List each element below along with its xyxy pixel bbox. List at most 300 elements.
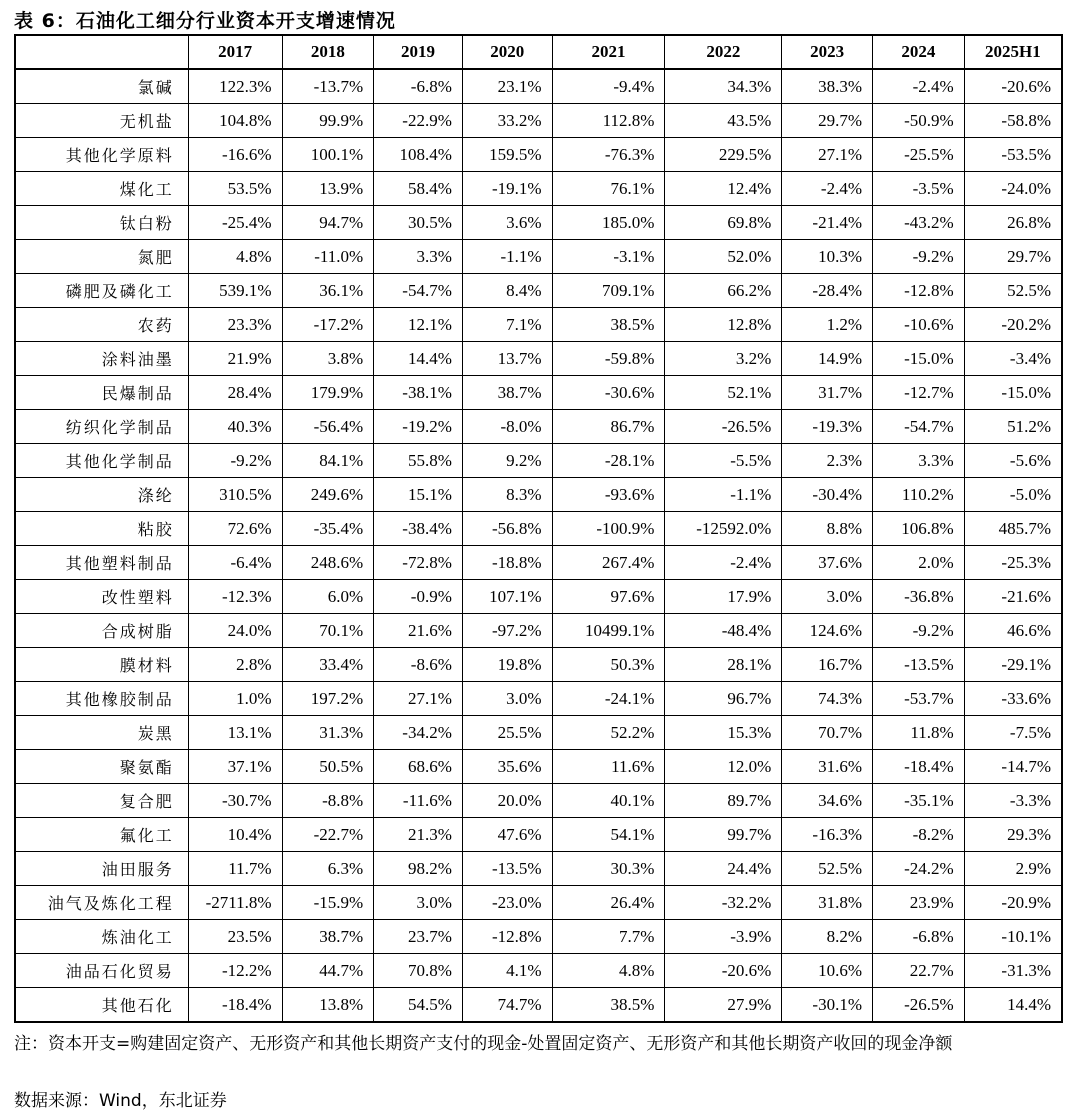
row-label: 其他石化	[15, 988, 188, 1023]
row-label: 改性塑料	[15, 580, 188, 614]
value-cell: -35.4%	[282, 512, 374, 546]
value-cell: -2.4%	[665, 546, 782, 580]
column-header: 2017	[188, 35, 282, 69]
value-cell: 21.3%	[374, 818, 463, 852]
value-cell: -13.5%	[872, 648, 964, 682]
value-cell: 37.6%	[782, 546, 873, 580]
table-row	[15, 342, 1062, 376]
value-cell: -15.0%	[872, 342, 964, 376]
value-cell: 86.7%	[552, 410, 665, 444]
value-cell: 97.6%	[552, 580, 665, 614]
value-cell: 44.7%	[282, 954, 374, 988]
value-cell: 52.0%	[665, 240, 782, 274]
value-cell: 23.3%	[188, 308, 282, 342]
value-cell: 72.6%	[188, 512, 282, 546]
value-cell: 40.1%	[552, 784, 665, 818]
value-cell: 229.5%	[665, 138, 782, 172]
value-cell: 31.3%	[282, 716, 374, 750]
value-cell: 3.0%	[462, 682, 552, 716]
row-label: 炼油化工	[15, 920, 188, 954]
value-cell: -17.2%	[282, 308, 374, 342]
value-cell: -53.7%	[872, 682, 964, 716]
value-cell: 104.8%	[188, 104, 282, 138]
column-header: 2021	[552, 35, 665, 69]
value-cell: -5.0%	[964, 478, 1062, 512]
row-label: 其他塑料制品	[15, 546, 188, 580]
value-cell: 8.8%	[782, 512, 873, 546]
value-cell: 53.5%	[188, 172, 282, 206]
table-row	[15, 920, 1062, 954]
value-cell: 310.5%	[188, 478, 282, 512]
row-label: 煤化工	[15, 172, 188, 206]
value-cell: -29.1%	[964, 648, 1062, 682]
row-label: 钛白粉	[15, 206, 188, 240]
value-cell: -6.8%	[872, 920, 964, 954]
value-cell: 27.1%	[374, 682, 463, 716]
row-label: 涤纶	[15, 478, 188, 512]
value-cell: -30.4%	[782, 478, 873, 512]
value-cell: -9.4%	[552, 69, 665, 104]
value-cell: -28.1%	[552, 444, 665, 478]
value-cell: 29.3%	[964, 818, 1062, 852]
value-cell: 11.7%	[188, 852, 282, 886]
value-cell: 197.2%	[282, 682, 374, 716]
value-cell: 14.4%	[964, 988, 1062, 1023]
table-note: 注：资本开支=购建固定资产、无形资产和其他长期资产支付的现金-处置固定资产、无形资产和其他长期资产收回的现金净额	[14, 1034, 953, 1054]
value-cell: -20.6%	[964, 69, 1062, 104]
value-cell: 12.8%	[665, 308, 782, 342]
value-cell: 6.3%	[282, 852, 374, 886]
value-cell: 19.8%	[462, 648, 552, 682]
value-cell: -12.8%	[872, 274, 964, 308]
value-cell: 10.6%	[782, 954, 873, 988]
value-cell: -6.8%	[374, 69, 463, 104]
value-cell: -3.3%	[964, 784, 1062, 818]
value-cell: -30.6%	[552, 376, 665, 410]
value-cell: 3.3%	[374, 240, 463, 274]
value-cell: 10.4%	[188, 818, 282, 852]
value-cell: -38.4%	[374, 512, 463, 546]
value-cell: -3.1%	[552, 240, 665, 274]
value-cell: 54.1%	[552, 818, 665, 852]
value-cell: 20.0%	[462, 784, 552, 818]
table-row	[15, 376, 1062, 410]
value-cell: 2.9%	[964, 852, 1062, 886]
value-cell: 74.7%	[462, 988, 552, 1023]
value-cell: 12.1%	[374, 308, 463, 342]
table-row	[15, 206, 1062, 240]
value-cell: 35.6%	[462, 750, 552, 784]
value-cell: 267.4%	[552, 546, 665, 580]
row-label: 纺织化学制品	[15, 410, 188, 444]
value-cell: 94.7%	[282, 206, 374, 240]
table-row	[15, 648, 1062, 682]
value-cell: -16.3%	[782, 818, 873, 852]
value-cell: -12.3%	[188, 580, 282, 614]
value-cell: -26.5%	[665, 410, 782, 444]
value-cell: 33.4%	[282, 648, 374, 682]
value-cell: -25.3%	[964, 546, 1062, 580]
row-label: 民爆制品	[15, 376, 188, 410]
table-row	[15, 988, 1062, 1023]
value-cell: -2711.8%	[188, 886, 282, 920]
value-cell: -3.5%	[872, 172, 964, 206]
value-cell: 26.8%	[964, 206, 1062, 240]
row-label: 油品石化贸易	[15, 954, 188, 988]
value-cell: 17.9%	[665, 580, 782, 614]
value-cell: 25.5%	[462, 716, 552, 750]
value-cell: 709.1%	[552, 274, 665, 308]
value-cell: -7.5%	[964, 716, 1062, 750]
value-cell: 3.3%	[872, 444, 964, 478]
value-cell: 6.0%	[282, 580, 374, 614]
table-row	[15, 682, 1062, 716]
value-cell: -54.7%	[374, 274, 463, 308]
value-cell: -13.7%	[282, 69, 374, 104]
value-cell: -10.1%	[964, 920, 1062, 954]
value-cell: 24.0%	[188, 614, 282, 648]
value-cell: 70.8%	[374, 954, 463, 988]
value-cell: -53.5%	[964, 138, 1062, 172]
value-cell: 100.1%	[282, 138, 374, 172]
value-cell: 31.8%	[782, 886, 873, 920]
value-cell: -3.4%	[964, 342, 1062, 376]
value-cell: -22.7%	[282, 818, 374, 852]
column-header: 2022	[665, 35, 782, 69]
value-cell: -19.2%	[374, 410, 463, 444]
value-cell: -18.4%	[188, 988, 282, 1023]
value-cell: 16.7%	[782, 648, 873, 682]
row-label: 氯碱	[15, 69, 188, 104]
row-label: 粘胶	[15, 512, 188, 546]
value-cell: 38.5%	[552, 988, 665, 1023]
value-cell: -15.0%	[964, 376, 1062, 410]
table-row	[15, 614, 1062, 648]
row-label: 涂料油墨	[15, 342, 188, 376]
table-row	[15, 512, 1062, 546]
value-cell: -24.1%	[552, 682, 665, 716]
value-cell: -25.4%	[188, 206, 282, 240]
value-cell: -18.4%	[872, 750, 964, 784]
value-cell: 108.4%	[374, 138, 463, 172]
value-cell: 3.2%	[665, 342, 782, 376]
table-row	[15, 954, 1062, 988]
row-label: 磷肥及磷化工	[15, 274, 188, 308]
value-cell: -34.2%	[374, 716, 463, 750]
value-cell: 22.7%	[872, 954, 964, 988]
value-cell: 24.4%	[665, 852, 782, 886]
table-row	[15, 172, 1062, 206]
value-cell: 179.9%	[282, 376, 374, 410]
value-cell: 38.7%	[282, 920, 374, 954]
header-corner-cell	[15, 35, 188, 69]
value-cell: 70.1%	[282, 614, 374, 648]
value-cell: -24.2%	[872, 852, 964, 886]
value-cell: 539.1%	[188, 274, 282, 308]
column-header: 2020	[462, 35, 552, 69]
value-cell: -21.6%	[964, 580, 1062, 614]
value-cell: -11.6%	[374, 784, 463, 818]
table-row	[15, 818, 1062, 852]
table-row	[15, 546, 1062, 580]
value-cell: 11.6%	[552, 750, 665, 784]
value-cell: 69.8%	[665, 206, 782, 240]
value-cell: 99.7%	[665, 818, 782, 852]
table-row	[15, 750, 1062, 784]
value-cell: 3.8%	[282, 342, 374, 376]
value-cell: -48.4%	[665, 614, 782, 648]
value-cell: 96.7%	[665, 682, 782, 716]
value-cell: 2.3%	[782, 444, 873, 478]
value-cell: 185.0%	[552, 206, 665, 240]
row-label: 油田服务	[15, 852, 188, 886]
value-cell: 12.4%	[665, 172, 782, 206]
value-cell: -1.1%	[462, 240, 552, 274]
value-cell: 52.5%	[782, 852, 873, 886]
value-cell: -9.2%	[872, 614, 964, 648]
value-cell: -100.9%	[552, 512, 665, 546]
value-cell: 11.8%	[872, 716, 964, 750]
value-cell: 1.0%	[188, 682, 282, 716]
value-cell: -43.2%	[872, 206, 964, 240]
value-cell: -30.1%	[782, 988, 873, 1023]
value-cell: 8.2%	[782, 920, 873, 954]
value-cell: 15.3%	[665, 716, 782, 750]
value-cell: 4.1%	[462, 954, 552, 988]
value-cell: 8.3%	[462, 478, 552, 512]
row-label: 油气及炼化工程	[15, 886, 188, 920]
value-cell: 10499.1%	[552, 614, 665, 648]
value-cell: 9.2%	[462, 444, 552, 478]
value-cell: 122.3%	[188, 69, 282, 104]
value-cell: 38.5%	[552, 308, 665, 342]
value-cell: -19.3%	[782, 410, 873, 444]
value-cell: 50.3%	[552, 648, 665, 682]
value-cell: 2.0%	[872, 546, 964, 580]
value-cell: 106.8%	[872, 512, 964, 546]
table-row	[15, 138, 1062, 172]
value-cell: 13.8%	[282, 988, 374, 1023]
column-header: 2019	[374, 35, 463, 69]
row-label: 其他化学制品	[15, 444, 188, 478]
value-cell: -5.5%	[665, 444, 782, 478]
value-cell: 28.1%	[665, 648, 782, 682]
table-row	[15, 478, 1062, 512]
value-cell: -20.6%	[665, 954, 782, 988]
value-cell: 31.7%	[782, 376, 873, 410]
value-cell: -56.8%	[462, 512, 552, 546]
table-row	[15, 104, 1062, 138]
row-label: 无机盐	[15, 104, 188, 138]
row-label: 农药	[15, 308, 188, 342]
value-cell: -54.7%	[872, 410, 964, 444]
value-cell: 52.5%	[964, 274, 1062, 308]
row-label: 聚氨酯	[15, 750, 188, 784]
value-cell: -12592.0%	[665, 512, 782, 546]
value-cell: 12.0%	[665, 750, 782, 784]
value-cell: -97.2%	[462, 614, 552, 648]
value-cell: 30.3%	[552, 852, 665, 886]
value-cell: -18.8%	[462, 546, 552, 580]
value-cell: 3.6%	[462, 206, 552, 240]
value-cell: 14.4%	[374, 342, 463, 376]
value-cell: 43.5%	[665, 104, 782, 138]
value-cell: 52.2%	[552, 716, 665, 750]
value-cell: 70.7%	[782, 716, 873, 750]
table-row	[15, 410, 1062, 444]
value-cell: 37.1%	[188, 750, 282, 784]
value-cell: 2.8%	[188, 648, 282, 682]
value-cell: 76.1%	[552, 172, 665, 206]
value-cell: 84.1%	[282, 444, 374, 478]
column-header: 2018	[282, 35, 374, 69]
value-cell: -11.0%	[282, 240, 374, 274]
value-cell: -0.9%	[374, 580, 463, 614]
value-cell: 47.6%	[462, 818, 552, 852]
value-cell: 124.6%	[782, 614, 873, 648]
value-cell: -58.8%	[964, 104, 1062, 138]
value-cell: -33.6%	[964, 682, 1062, 716]
value-cell: -21.4%	[782, 206, 873, 240]
value-cell: -2.4%	[782, 172, 873, 206]
value-cell: -8.2%	[872, 818, 964, 852]
value-cell: 28.4%	[188, 376, 282, 410]
value-cell: 31.6%	[782, 750, 873, 784]
value-cell: 34.6%	[782, 784, 873, 818]
value-cell: -50.9%	[872, 104, 964, 138]
value-cell: -8.6%	[374, 648, 463, 682]
value-cell: -9.2%	[872, 240, 964, 274]
value-cell: -56.4%	[282, 410, 374, 444]
row-label: 其他化学原料	[15, 138, 188, 172]
value-cell: 10.3%	[782, 240, 873, 274]
value-cell: -38.1%	[374, 376, 463, 410]
value-cell: 29.7%	[964, 240, 1062, 274]
value-cell: -6.4%	[188, 546, 282, 580]
value-cell: -76.3%	[552, 138, 665, 172]
value-cell: -22.9%	[374, 104, 463, 138]
value-cell: 4.8%	[188, 240, 282, 274]
value-cell: 99.9%	[282, 104, 374, 138]
value-cell: -9.2%	[188, 444, 282, 478]
table-row	[15, 716, 1062, 750]
value-cell: 51.2%	[964, 410, 1062, 444]
table-row	[15, 886, 1062, 920]
value-cell: 33.2%	[462, 104, 552, 138]
value-cell: 7.1%	[462, 308, 552, 342]
value-cell: -25.5%	[872, 138, 964, 172]
value-cell: -59.8%	[552, 342, 665, 376]
table-row	[15, 580, 1062, 614]
value-cell: -20.2%	[964, 308, 1062, 342]
value-cell: 74.3%	[782, 682, 873, 716]
value-cell: 68.6%	[374, 750, 463, 784]
capex-growth-table	[14, 34, 1063, 1023]
value-cell: 46.6%	[964, 614, 1062, 648]
value-cell: -15.9%	[282, 886, 374, 920]
value-cell: -12.8%	[462, 920, 552, 954]
row-label: 氟化工	[15, 818, 188, 852]
value-cell: -36.8%	[872, 580, 964, 614]
value-cell: 27.1%	[782, 138, 873, 172]
value-cell: 8.4%	[462, 274, 552, 308]
row-label: 膜材料	[15, 648, 188, 682]
value-cell: 23.7%	[374, 920, 463, 954]
value-cell: -1.1%	[665, 478, 782, 512]
table-row	[15, 852, 1062, 886]
value-cell: 7.7%	[552, 920, 665, 954]
data-source: 数据来源：Wind，东北证券	[14, 1091, 227, 1111]
value-cell: -8.0%	[462, 410, 552, 444]
table-row	[15, 240, 1062, 274]
value-cell: 23.9%	[872, 886, 964, 920]
value-cell: 98.2%	[374, 852, 463, 886]
table-row	[15, 784, 1062, 818]
value-cell: 38.7%	[462, 376, 552, 410]
value-cell: 30.5%	[374, 206, 463, 240]
value-cell: 107.1%	[462, 580, 552, 614]
value-cell: -35.1%	[872, 784, 964, 818]
value-cell: 55.8%	[374, 444, 463, 478]
value-cell: 249.6%	[282, 478, 374, 512]
table-row	[15, 308, 1062, 342]
column-header: 2025H1	[964, 35, 1062, 69]
value-cell: 26.4%	[552, 886, 665, 920]
value-cell: 34.3%	[665, 69, 782, 104]
value-cell: 13.9%	[282, 172, 374, 206]
value-cell: -16.6%	[188, 138, 282, 172]
value-cell: -5.6%	[964, 444, 1062, 478]
column-header: 2024	[872, 35, 964, 69]
value-cell: 36.1%	[282, 274, 374, 308]
value-cell: 485.7%	[964, 512, 1062, 546]
value-cell: 4.8%	[552, 954, 665, 988]
value-cell: 50.5%	[282, 750, 374, 784]
row-label: 氮肥	[15, 240, 188, 274]
row-label: 其他橡胶制品	[15, 682, 188, 716]
value-cell: -19.1%	[462, 172, 552, 206]
value-cell: 13.1%	[188, 716, 282, 750]
value-cell: -2.4%	[872, 69, 964, 104]
value-cell: -23.0%	[462, 886, 552, 920]
value-cell: -20.9%	[964, 886, 1062, 920]
value-cell: 29.7%	[782, 104, 873, 138]
value-cell: -72.8%	[374, 546, 463, 580]
value-cell: 89.7%	[665, 784, 782, 818]
value-cell: -26.5%	[872, 988, 964, 1023]
value-cell: 21.9%	[188, 342, 282, 376]
value-cell: 13.7%	[462, 342, 552, 376]
value-cell: 3.0%	[782, 580, 873, 614]
value-cell: 21.6%	[374, 614, 463, 648]
table-row	[15, 69, 1062, 104]
value-cell: -93.6%	[552, 478, 665, 512]
row-label: 合成树脂	[15, 614, 188, 648]
table-row	[15, 444, 1062, 478]
value-cell: -10.6%	[872, 308, 964, 342]
value-cell: 110.2%	[872, 478, 964, 512]
column-header: 2023	[782, 35, 873, 69]
value-cell: 66.2%	[665, 274, 782, 308]
value-cell: -32.2%	[665, 886, 782, 920]
value-cell: 52.1%	[665, 376, 782, 410]
value-cell: 54.5%	[374, 988, 463, 1023]
value-cell: 58.4%	[374, 172, 463, 206]
value-cell: 40.3%	[188, 410, 282, 444]
value-cell: 23.5%	[188, 920, 282, 954]
value-cell: -12.2%	[188, 954, 282, 988]
value-cell: -31.3%	[964, 954, 1062, 988]
